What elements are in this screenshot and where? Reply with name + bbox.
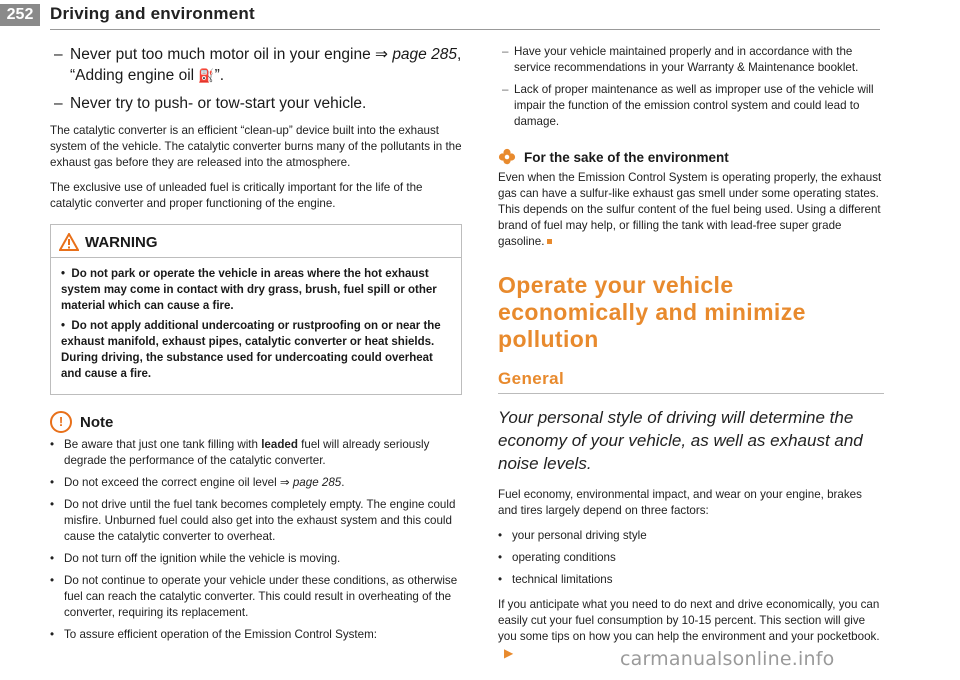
end-marker-icon: [547, 239, 552, 244]
factor-item: • technical limitations: [498, 573, 613, 586]
dash-item: – Never try to push- or tow-start your vehicle.: [54, 95, 367, 112]
paragraph: Fuel economy, environmental impact, and wear on your engine, brakes and tires largely depend on three factors:: [498, 488, 862, 517]
watermark: carmanualsonline.info: [620, 648, 835, 670]
warning-item: • Do not park or operate the vehicle in areas where the hot exhaust system may come in contact with dry grass, brush, fuel spill or other material which can cause a fire.: [61, 268, 437, 312]
warning-body: [51, 258, 461, 394]
paragraph: The exclusive use of unleaded fuel is critically important for the life of the catalytic converter and proper functioning of the engine.: [50, 181, 423, 210]
factor-item: • your personal driving style: [498, 529, 647, 542]
page-header: [0, 0, 960, 34]
intro-text: Your personal style of driving will determine the economy of your vehicle, as well as exhaust and noise levels.: [498, 408, 863, 473]
left-column: [50, 44, 462, 649]
page-link[interactable]: page 285: [292, 476, 342, 489]
page-link[interactable]: page 285: [392, 46, 457, 63]
warning-header: [51, 225, 461, 258]
page-number: 252: [0, 4, 40, 26]
continue-arrow-icon: ▶: [504, 646, 514, 660]
warning-title: WARNING: [85, 233, 158, 251]
warning-triangle-icon: [59, 233, 79, 251]
chapter-title: Driving and environment: [50, 4, 255, 23]
dash-item: – Never put too much motor oil in your engine ⇒ page 285, “Adding engine oil ⛽”.: [54, 46, 462, 84]
arrow-right-icon: ⇒: [279, 476, 290, 489]
leaf-icon: [498, 148, 516, 166]
factor-item: • operating conditions: [498, 551, 616, 564]
dash-text: Never try to push- or tow-start your vehicle.: [70, 95, 367, 112]
environment-title: For the sake of the environment: [524, 149, 729, 165]
dash-text: Never put too much motor oil in your engine: [70, 46, 375, 63]
dash-text-cont: “Adding engine oil: [70, 67, 199, 84]
arrow-right-icon: ⇒: [375, 46, 388, 63]
section-title: Operate your vehicle economically and minimize pollution: [498, 272, 806, 352]
oil-can-icon: ⛽: [198, 68, 215, 83]
note-item: • Be aware that just one tank filling with leaded fuel will already seriously degrade the performance of the catalytic converter.: [50, 438, 430, 467]
environment-header: [498, 148, 884, 166]
dash-item: – Have your vehicle maintained properly and in accordance with the service recommendations in your Warranty & Maintenance booklet.: [502, 45, 859, 74]
paragraph: If you anticipate what you need to do next and drive economically, you can easily cut your fuel consumption by 10-15 percent. This section will give you some tips on how you can help the environment and your pocketbook.▶: [498, 598, 880, 660]
paragraph: The catalytic converter is an efficient “clean-up” device built into the exhaust system of the vehicle. The catalytic converter burns many of the pollutants in the exhaust gas before they are released into the atmosphere.: [50, 124, 462, 169]
note-title: Note: [80, 413, 114, 431]
right-column: [498, 44, 884, 671]
warning-item: • Do not apply additional undercoating or rustproofing on or near the exhaust manifold, exhaust pipes, catalytic converter or heat shields. During driving, the substance used for undercoating could overheat and cause a fire.: [61, 320, 441, 380]
note-item: • Do not exceed the correct engine oil level ⇒ page 285.: [50, 476, 345, 489]
environment-text: Even when the Emission Control System is operating properly, the exhaust gas can have a sulfur-like exhaust gas smell under some operating states. This depends on the sulfur content of the fuel being used. Using a different brand of fuel may help, or filling the tank with lead-free super grade gasoline.: [498, 171, 882, 248]
note-item: • Do not continue to operate your vehicle under these conditions, as otherwise fuel can reach the catalytic converter. This could result in overheating of the converter, requiring its replacement.: [50, 574, 458, 619]
subsection-title: General: [498, 369, 884, 394]
note-circle-icon: !: [50, 411, 72, 433]
warning-box: [50, 224, 462, 395]
note-item: • Do not drive until the fuel tank becomes completely empty. The engine could misfire. Unburned fuel could also get into the exhaust system and this could cause the catalytic converter to overheat.: [50, 498, 456, 543]
note-item: • Do not turn off the ignition while the vehicle is moving.: [50, 552, 341, 565]
note-item: • To assure efficient operation of the Emission Control System:: [50, 628, 377, 641]
dash-item: – Lack of proper maintenance as well as improper use of the vehicle will impair the function of the emission control system and could lead to damage.: [502, 83, 874, 128]
header-rule: [50, 29, 880, 30]
note-header: [50, 411, 462, 433]
